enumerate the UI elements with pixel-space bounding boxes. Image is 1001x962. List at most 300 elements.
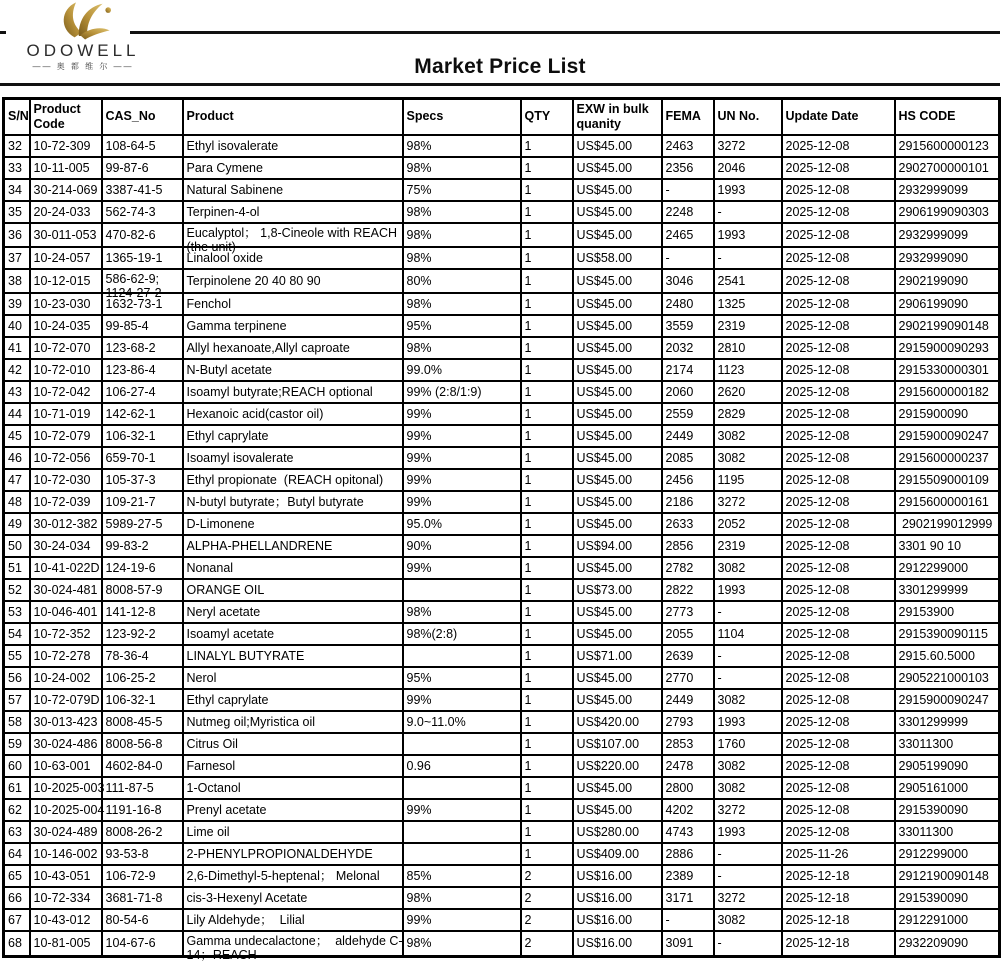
cell-product: Terpinen-4-ol xyxy=(183,201,403,223)
cell-update: 2025-12-08 xyxy=(782,201,895,223)
cell-qty: 1 xyxy=(521,201,573,223)
cell-specs: 85% xyxy=(403,865,521,887)
cell-update: 2025-12-08 xyxy=(782,179,895,201)
cell-fema: - xyxy=(662,179,714,201)
cell-product: Nonanal xyxy=(183,557,403,579)
cell-product: Isoamyl butyrate;REACH optional xyxy=(183,381,403,403)
cell-qty: 1 xyxy=(521,447,573,469)
cell-code: 30-013-423 xyxy=(30,711,102,733)
table-row xyxy=(4,557,1000,579)
cell-fema: 2856 xyxy=(662,535,714,557)
cell-product: Para Cymene xyxy=(183,157,403,179)
cell-specs xyxy=(403,645,521,667)
cell-specs: 95.0% xyxy=(403,513,521,535)
cell-specs: 98% xyxy=(403,293,521,315)
cell-code: 10-81-005 xyxy=(30,931,102,957)
cell-code: 10-72-079D xyxy=(30,689,102,711)
cell-fema: 2465 xyxy=(662,223,714,247)
cell-code: 10-72-039 xyxy=(30,491,102,513)
cell-cas: 106-32-1 xyxy=(102,689,183,711)
cell-code: 10-43-012 xyxy=(30,909,102,931)
cell-qty: 1 xyxy=(521,535,573,557)
cell-code: 10-72-042 xyxy=(30,381,102,403)
cell-specs: 95% xyxy=(403,667,521,689)
cell-update: 2025-12-18 xyxy=(782,909,895,931)
cell-fema: 2248 xyxy=(662,201,714,223)
cell-qty: 1 xyxy=(521,359,573,381)
cell-code: 10-24-035 xyxy=(30,315,102,337)
cell-product: Terpinolene 20 40 80 90 xyxy=(183,269,403,293)
cell-code: 30-024-486 xyxy=(30,733,102,755)
cell-cas: 104-67-6 xyxy=(102,931,183,957)
cell-update: 2025-12-08 xyxy=(782,579,895,601)
brand-name: ODOWELL xyxy=(26,41,140,60)
column-header-code: Product Code xyxy=(30,99,102,135)
cell-product: Hexanoic acid(castor oil) xyxy=(183,403,403,425)
cell-hs: 3301299999 xyxy=(895,579,1000,601)
cell-cas: 106-72-9 xyxy=(102,865,183,887)
column-header-hs: HS CODE xyxy=(895,99,1000,135)
cell-update: 2025-12-08 xyxy=(782,293,895,315)
cell-update: 2025-12-08 xyxy=(782,135,895,157)
cell-update: 2025-12-08 xyxy=(782,425,895,447)
table-row xyxy=(4,403,1000,425)
cell-update: 2025-12-18 xyxy=(782,865,895,887)
cell-fema: 3046 xyxy=(662,269,714,293)
cell-fema: 2186 xyxy=(662,491,714,513)
cell-un: 1195 xyxy=(714,469,782,491)
cell-un: 1760 xyxy=(714,733,782,755)
cell-qty: 1 xyxy=(521,293,573,315)
cell-cas: 470-82-6 xyxy=(102,223,183,247)
cell-un: 3272 xyxy=(714,135,782,157)
cell-un: - xyxy=(714,931,782,957)
cell-specs: 99% xyxy=(403,447,521,469)
cell-hs: 2912299000 xyxy=(895,557,1000,579)
cell-cas: 562-74-3 xyxy=(102,201,183,223)
cell-fema: 2822 xyxy=(662,579,714,601)
cell-update: 2025-12-08 xyxy=(782,799,895,821)
cell-un: 3272 xyxy=(714,491,782,513)
left-edge-rule xyxy=(0,31,6,34)
cell-qty: 1 xyxy=(521,689,573,711)
cell-update: 2025-12-18 xyxy=(782,931,895,957)
cell-update: 2025-12-08 xyxy=(782,469,895,491)
cell-sn: 55 xyxy=(4,645,30,667)
cell-exw: US$16.00 xyxy=(573,931,662,957)
cell-product: Isoamyl acetate xyxy=(183,623,403,645)
cell-cas: 105-37-3 xyxy=(102,469,183,491)
table-row xyxy=(4,821,1000,843)
column-header-exw: EXW in bulk quanity xyxy=(573,99,662,135)
cell-qty: 1 xyxy=(521,821,573,843)
cell-exw: US$45.00 xyxy=(573,623,662,645)
cell-sn: 38 xyxy=(4,269,30,293)
cell-sn: 48 xyxy=(4,491,30,513)
odowell-logo-icon xyxy=(46,1,120,43)
cell-fema: 3559 xyxy=(662,315,714,337)
cell-product: Lime oil xyxy=(183,821,403,843)
cell-fema: 4202 xyxy=(662,799,714,821)
cell-qty: 1 xyxy=(521,755,573,777)
cell-fema: 2773 xyxy=(662,601,714,623)
cell-un: 2319 xyxy=(714,535,782,557)
cell-un: 1325 xyxy=(714,293,782,315)
table-row xyxy=(4,315,1000,337)
cell-product: LINALYL BUTYRATE xyxy=(183,645,403,667)
table-row xyxy=(4,645,1000,667)
cell-update: 2025-12-08 xyxy=(782,557,895,579)
cell-exw: US$45.00 xyxy=(573,223,662,247)
table-row xyxy=(4,689,1000,711)
cell-product: Prenyl acetate xyxy=(183,799,403,821)
cell-code: 30-214-069 xyxy=(30,179,102,201)
table-row xyxy=(4,535,1000,557)
cell-specs: 99% xyxy=(403,469,521,491)
cell-sn: 36 xyxy=(4,223,30,247)
cell-un: 2541 xyxy=(714,269,782,293)
table-row xyxy=(4,381,1000,403)
cell-sn: 58 xyxy=(4,711,30,733)
cell-cas: 109-21-7 xyxy=(102,491,183,513)
cell-product: 1-Octanol xyxy=(183,777,403,799)
cell-fema: 2456 xyxy=(662,469,714,491)
cell-sn: 39 xyxy=(4,293,30,315)
cell-un: 2829 xyxy=(714,403,782,425)
table-row xyxy=(4,157,1000,179)
cell-sn: 33 xyxy=(4,157,30,179)
cell-sn: 60 xyxy=(4,755,30,777)
cell-cas: 8008-45-5 xyxy=(102,711,183,733)
cell-qty: 1 xyxy=(521,403,573,425)
table-row xyxy=(4,179,1000,201)
cell-sn: 40 xyxy=(4,315,30,337)
cell-un: 2810 xyxy=(714,337,782,359)
cell-hs: 2915509000109 xyxy=(895,469,1000,491)
cell-specs: 99% xyxy=(403,403,521,425)
table-row xyxy=(4,931,1000,957)
cell-cas: 80-54-6 xyxy=(102,909,183,931)
cell-un: 3272 xyxy=(714,887,782,909)
cell-un: - xyxy=(714,601,782,623)
column-header-fema: FEMA xyxy=(662,99,714,135)
cell-hs: 2905221000103 xyxy=(895,667,1000,689)
cell-specs: 99% xyxy=(403,557,521,579)
cell-specs: 98% xyxy=(403,931,521,957)
cell-un: 1993 xyxy=(714,821,782,843)
cell-sn: 67 xyxy=(4,909,30,931)
cell-sn: 57 xyxy=(4,689,30,711)
cell-hs: 2915600000237 xyxy=(895,447,1000,469)
cell-code: 10-72-010 xyxy=(30,359,102,381)
cell-sn: 51 xyxy=(4,557,30,579)
cell-code: 10-72-070 xyxy=(30,337,102,359)
cell-specs: 99.0% xyxy=(403,359,521,381)
cell-product: ALPHA-PHELLANDRENE xyxy=(183,535,403,557)
table-row xyxy=(4,223,1000,247)
table-row xyxy=(4,579,1000,601)
cell-exw: US$45.00 xyxy=(573,667,662,689)
cell-update: 2025-12-08 xyxy=(782,667,895,689)
cell-fema: 2449 xyxy=(662,425,714,447)
cell-fema: 2800 xyxy=(662,777,714,799)
cell-un: 2319 xyxy=(714,315,782,337)
cell-cas: 123-86-4 xyxy=(102,359,183,381)
cell-exw: US$73.00 xyxy=(573,579,662,601)
cell-qty: 1 xyxy=(521,799,573,821)
cell-qty: 2 xyxy=(521,887,573,909)
cell-specs xyxy=(403,733,521,755)
cell-hs: 2902700000101 xyxy=(895,157,1000,179)
table-row xyxy=(4,469,1000,491)
table-row xyxy=(4,337,1000,359)
cell-sn: 35 xyxy=(4,201,30,223)
cell-exw: US$45.00 xyxy=(573,491,662,513)
cell-product: Nutmeg oil;Myristica oil xyxy=(183,711,403,733)
cell-hs: 2912190090148 xyxy=(895,865,1000,887)
cell-update: 2025-12-18 xyxy=(782,887,895,909)
cell-qty: 1 xyxy=(521,247,573,269)
cell-update: 2025-12-08 xyxy=(782,689,895,711)
cell-specs: 98%(2:8) xyxy=(403,623,521,645)
cell-code: 10-72-030 xyxy=(30,469,102,491)
cell-exw: US$45.00 xyxy=(573,689,662,711)
cell-fema: 2633 xyxy=(662,513,714,535)
cell-qty: 1 xyxy=(521,469,573,491)
cell-fema: 2793 xyxy=(662,711,714,733)
table-row xyxy=(4,711,1000,733)
cell-qty: 1 xyxy=(521,157,573,179)
cell-qty: 1 xyxy=(521,491,573,513)
table-row xyxy=(4,447,1000,469)
cell-update: 2025-12-08 xyxy=(782,403,895,425)
cell-code: 10-72-352 xyxy=(30,623,102,645)
cell-sn: 50 xyxy=(4,535,30,557)
cell-code: 30-012-382 xyxy=(30,513,102,535)
cell-update: 2025-12-08 xyxy=(782,491,895,513)
cell-update: 2025-11-26 xyxy=(782,843,895,865)
cell-fema: 2389 xyxy=(662,865,714,887)
cell-qty: 1 xyxy=(521,777,573,799)
cell-un: 1993 xyxy=(714,223,782,247)
cell-un: - xyxy=(714,645,782,667)
brand-chinese-name: —— 奥 都 维 尔 —— xyxy=(32,62,134,71)
cell-qty: 2 xyxy=(521,865,573,887)
cell-qty: 1 xyxy=(521,425,573,447)
cell-exw: US$45.00 xyxy=(573,359,662,381)
cell-sn: 46 xyxy=(4,447,30,469)
cell-code: 10-72-334 xyxy=(30,887,102,909)
table-row xyxy=(4,887,1000,909)
column-header-qty: QTY xyxy=(521,99,573,135)
cell-exw: US$280.00 xyxy=(573,821,662,843)
cell-un: - xyxy=(714,201,782,223)
cell-un: 1993 xyxy=(714,579,782,601)
cell-fema: 3091 xyxy=(662,931,714,957)
cell-product: Lily Aldehyde； Lilial xyxy=(183,909,403,931)
cell-product: Citrus Oil xyxy=(183,733,403,755)
cell-product: Ethyl isovalerate xyxy=(183,135,403,157)
cell-update: 2025-12-08 xyxy=(782,381,895,403)
cell-exw: US$45.00 xyxy=(573,601,662,623)
cell-code: 10-11-005 xyxy=(30,157,102,179)
table-row xyxy=(4,777,1000,799)
cell-update: 2025-12-08 xyxy=(782,777,895,799)
cell-product: Ethyl caprylate xyxy=(183,425,403,447)
cell-exw: US$45.00 xyxy=(573,447,662,469)
cell-un: 1993 xyxy=(714,711,782,733)
cell-specs: 90% xyxy=(403,535,521,557)
cell-un: 1104 xyxy=(714,623,782,645)
cell-product: Nerol xyxy=(183,667,403,689)
cell-qty: 2 xyxy=(521,931,573,957)
table-row xyxy=(4,247,1000,269)
cell-cas: 1632-73-1 xyxy=(102,293,183,315)
cell-product: Ethyl propionate (REACH opitonal) xyxy=(183,469,403,491)
column-header-un: UN No. xyxy=(714,99,782,135)
cell-hs: 2915900090293 xyxy=(895,337,1000,359)
cell-update: 2025-12-08 xyxy=(782,315,895,337)
cell-cas: 8008-57-9 xyxy=(102,579,183,601)
column-header-product: Product xyxy=(183,99,403,135)
cell-exw: US$45.00 xyxy=(573,403,662,425)
cell-hs: 2915600000123 xyxy=(895,135,1000,157)
cell-qty: 1 xyxy=(521,315,573,337)
cell-fema: 2480 xyxy=(662,293,714,315)
cell-cas: 3387-41-5 xyxy=(102,179,183,201)
cell-product: Gamma undecalactone； aldehyde C- 14；REACH xyxy=(183,931,403,957)
cell-un: 3082 xyxy=(714,777,782,799)
cell-exw: US$45.00 xyxy=(573,799,662,821)
cell-exw: US$45.00 xyxy=(573,157,662,179)
cell-code: 10-146-002 xyxy=(30,843,102,865)
cell-exw: US$45.00 xyxy=(573,179,662,201)
cell-hs: 2905199090 xyxy=(895,755,1000,777)
cell-code: 10-046-401 xyxy=(30,601,102,623)
cell-specs: 99% xyxy=(403,491,521,513)
cell-code: 10-23-030 xyxy=(30,293,102,315)
cell-exw: US$58.00 xyxy=(573,247,662,269)
cell-specs xyxy=(403,821,521,843)
cell-code: 10-43-051 xyxy=(30,865,102,887)
cell-code: 10-24-057 xyxy=(30,247,102,269)
cell-fema: 2174 xyxy=(662,359,714,381)
cell-hs: 29153900 xyxy=(895,601,1000,623)
cell-sn: 34 xyxy=(4,179,30,201)
cell-cas: 108-64-5 xyxy=(102,135,183,157)
cell-sn: 68 xyxy=(4,931,30,957)
cell-hs: 2906199090 xyxy=(895,293,1000,315)
cell-hs: 2932999090 xyxy=(895,247,1000,269)
cell-qty: 1 xyxy=(521,381,573,403)
cell-specs: 80% xyxy=(403,269,521,293)
cell-fema: 2463 xyxy=(662,135,714,157)
cell-specs: 99% (2:8/1:9) xyxy=(403,381,521,403)
cell-product: Allyl hexanoate,Allyl caproate xyxy=(183,337,403,359)
table-body xyxy=(4,135,1000,962)
table-header xyxy=(4,99,1000,135)
cell-cas: 111-87-5 xyxy=(102,777,183,799)
cell-product: Gamma terpinene xyxy=(183,315,403,337)
cell-product: 2-PHENYLPROPIONALDEHYDE xyxy=(183,843,403,865)
cell-sn: 62 xyxy=(4,799,30,821)
cell-sn: 54 xyxy=(4,623,30,645)
column-header-cas: CAS_No xyxy=(102,99,183,135)
table-row xyxy=(4,755,1000,777)
cell-code: 10-24-002 xyxy=(30,667,102,689)
cell-specs: 98% xyxy=(403,201,521,223)
cell-product: ORANGE OIL xyxy=(183,579,403,601)
cell-product: cis-3-Hexenyl Acetate xyxy=(183,887,403,909)
cell-specs: 98% xyxy=(403,135,521,157)
cell-hs: 2915390090 xyxy=(895,887,1000,909)
cell-qty: 1 xyxy=(521,513,573,535)
cell-code: 10-72-309 xyxy=(30,135,102,157)
cell-code: 30-024-489 xyxy=(30,821,102,843)
cell-update: 2025-12-08 xyxy=(782,711,895,733)
cell-qty: 1 xyxy=(521,623,573,645)
cell-update: 2025-12-08 xyxy=(782,601,895,623)
cell-un: 3082 xyxy=(714,909,782,931)
cell-hs: 2915330000301 xyxy=(895,359,1000,381)
cell-exw: US$16.00 xyxy=(573,887,662,909)
cell-exw: US$45.00 xyxy=(573,269,662,293)
column-header-specs: Specs xyxy=(403,99,521,135)
cell-cas: 4602-84-0 xyxy=(102,755,183,777)
cell-code: 10-72-056 xyxy=(30,447,102,469)
cell-qty: 1 xyxy=(521,179,573,201)
cell-code: 10-12-015 xyxy=(30,269,102,293)
cell-code: 30-011-053 xyxy=(30,223,102,247)
price-table xyxy=(2,97,1001,962)
cell-cas: 99-85-4 xyxy=(102,315,183,337)
cell-product: Isoamyl isovalerate xyxy=(183,447,403,469)
cell-un: - xyxy=(714,667,782,689)
cell-hs: 2915.60.5000 xyxy=(895,645,1000,667)
cell-sn: 52 xyxy=(4,579,30,601)
cell-product: Eucalyptol； 1,8-Cineole with REACH (the unit) xyxy=(183,223,403,247)
cell-cas: 106-25-2 xyxy=(102,667,183,689)
cell-specs: 98% xyxy=(403,337,521,359)
cell-hs: 3301299999 xyxy=(895,711,1000,733)
cell-hs: 3301 90 10 xyxy=(895,535,1000,557)
table-row xyxy=(4,135,1000,157)
cell-fema: 3171 xyxy=(662,887,714,909)
cell-specs: 99% xyxy=(403,909,521,931)
cell-cas: 1365-19-1 xyxy=(102,247,183,269)
cell-specs: 98% xyxy=(403,223,521,247)
cell-un: - xyxy=(714,843,782,865)
cell-qty: 1 xyxy=(521,843,573,865)
cell-qty: 1 xyxy=(521,557,573,579)
cell-exw: US$94.00 xyxy=(573,535,662,557)
cell-fema: 2085 xyxy=(662,447,714,469)
cell-hs: 2902199012999 xyxy=(895,513,1000,535)
cell-code: 10-2025-003 xyxy=(30,777,102,799)
cell-fema: 2853 xyxy=(662,733,714,755)
cell-update: 2025-12-08 xyxy=(782,733,895,755)
cell-update: 2025-12-08 xyxy=(782,513,895,535)
cell-specs: 0.96 xyxy=(403,755,521,777)
cell-qty: 1 xyxy=(521,223,573,247)
cell-product: Fenchol xyxy=(183,293,403,315)
cell-specs: 75% xyxy=(403,179,521,201)
cell-sn: 41 xyxy=(4,337,30,359)
table-row xyxy=(4,865,1000,887)
cell-qty: 1 xyxy=(521,645,573,667)
cell-hs: 33011300 xyxy=(895,821,1000,843)
cell-hs: 2902199090 xyxy=(895,269,1000,293)
